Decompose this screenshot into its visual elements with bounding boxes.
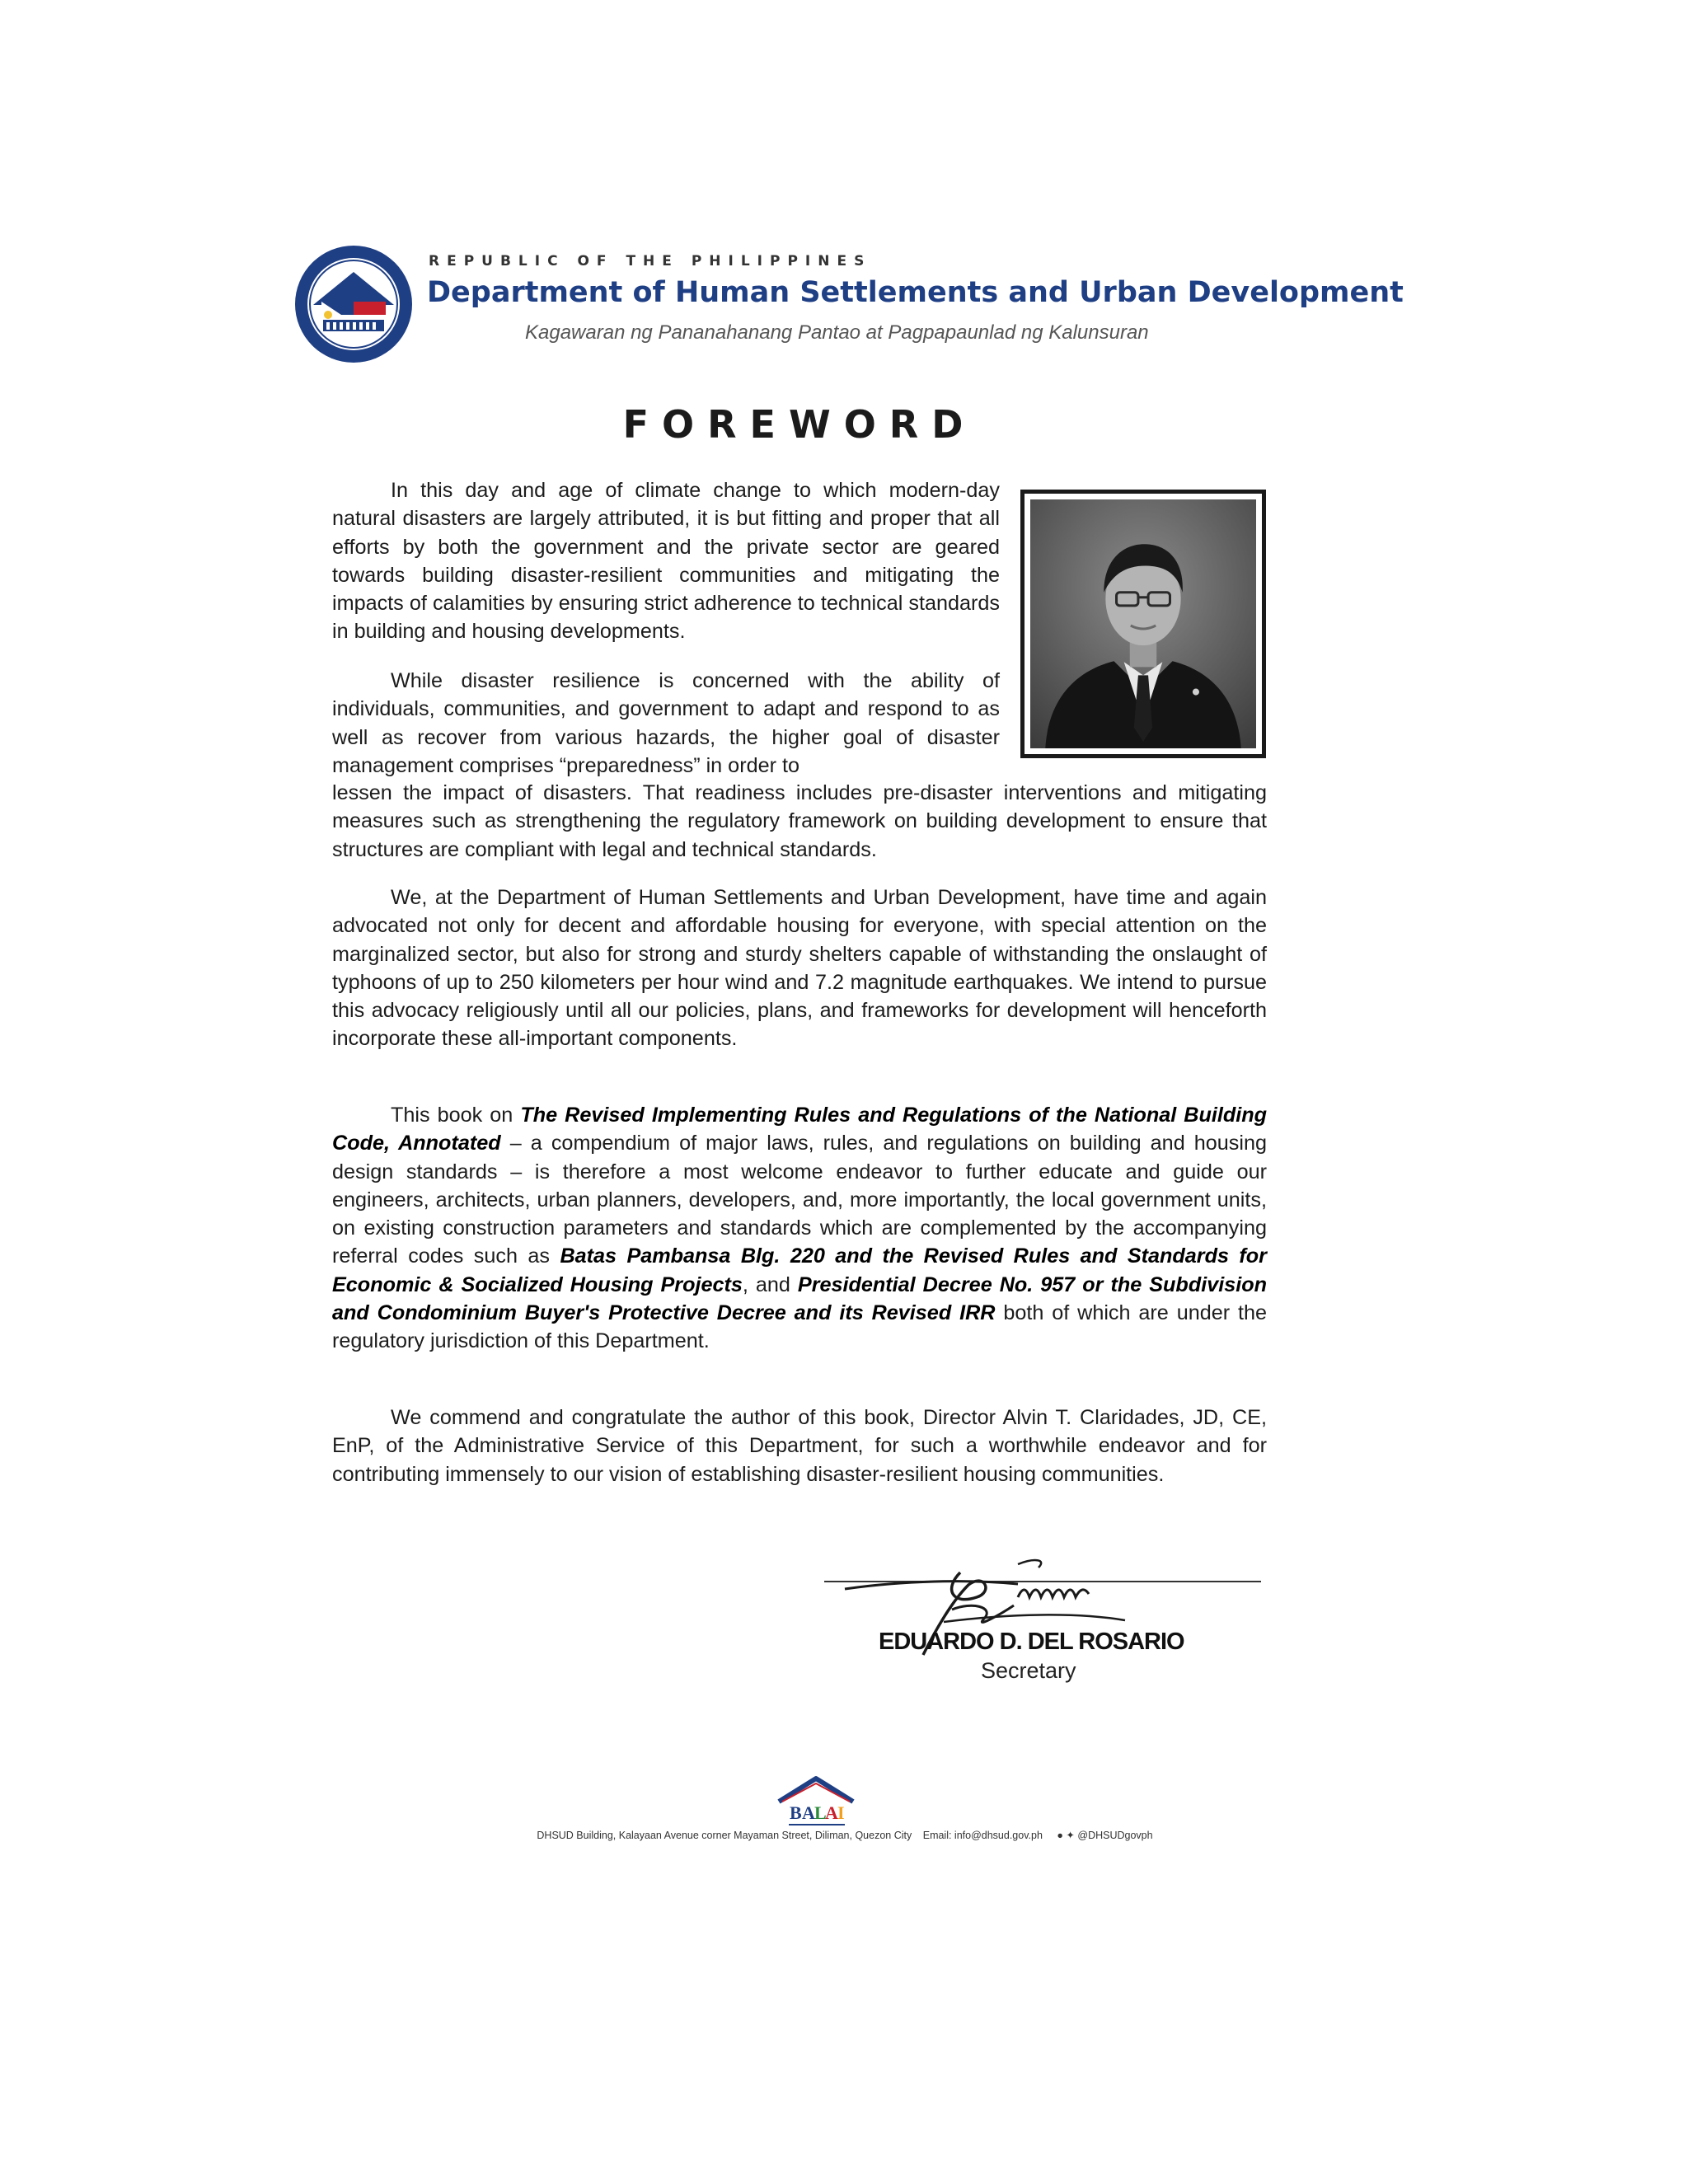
letterhead-subtitle: Kagawaran ng Pananahanang Pantao at Pagpapaunlad ng Kalunsuran	[525, 321, 1149, 344]
svg-text:I: I	[837, 1802, 845, 1823]
paragraph-5: We commend and congratulate the author of this book, Director Alvin T. Claridades, JD, CE, EnP, of the Administrative Service of this Department, for such a worthwhile endeavor and for contributing immensely to our vision of establishing disaster-resilient housing communities.	[332, 1406, 1267, 1486]
footer-social-handle[interactable]: @DHSUDgovph	[1077, 1830, 1153, 1841]
paragraph-1: In this day and age of climate change to which modern-day natural disasters are largely attributed, it is but fitting and proper that all efforts by both the government and the private sector are geared towards building disaster-resilient communities and mitigating the impacts of calamities by ensuring strict adherence to technical standards in building and housing developments.	[332, 479, 1000, 644]
book-title-reference: The Revised Implementing Rules and Regulations of the National Building Code, Annotated	[332, 1104, 1268, 1155]
svg-text:A: A	[825, 1802, 838, 1823]
facebook-twitter-icon: ● ✦	[1057, 1830, 1075, 1841]
svg-text:A: A	[802, 1802, 815, 1823]
letterhead-republic: REPUBLIC OF THE PHILIPPINES	[429, 253, 872, 269]
signer-position: Secretary	[981, 1658, 1076, 1683]
footer-contact-line	[330, 1829, 1360, 1841]
p4-text-4: both of which are under the regulatory jurisdiction of this Department.	[332, 1301, 1268, 1353]
footer-email[interactable]: Email: info@dhsud.gov.ph	[922, 1830, 1043, 1841]
balai-logo-icon	[771, 1774, 861, 1833]
svg-text:B: B	[790, 1802, 802, 1823]
signer-name: EDUARDO D. DEL ROSARIO	[879, 1629, 1184, 1655]
paragraph-4	[332, 1101, 1267, 1356]
paragraph-2: While disaster resilience is concerned with the ability of individuals, communities, and government to adapt and respond to as well as recover from various hazards, the higher goal of disaster management comprises “preparedness” in order to	[332, 669, 1000, 777]
secretary-portrait	[1020, 490, 1266, 758]
dhsud-seal-icon	[293, 244, 414, 364]
paragraph-3: We, at the Department of Human Settlements and Urban Development, have time and again advocated not only for decent and affordable housing for everyone, with special attention on the marginalized sector, but also for strong and sturdy shelters capable of withstanding the onslaught of typhoons of up to 250 kilometers per hour wind and 7.2 magnitude earthquakes. We intend to pursue this advocacy religiously until all our policies, plans, and frameworks for development will henceforth incorporate these all-important components.	[332, 886, 1267, 1051]
p4-text-3: , and	[742, 1272, 798, 1296]
letterhead-department: Department of Human Settlements and Urban Development	[427, 276, 1404, 309]
pd-957-reference: Presidential Decree No. 957 or the Subdivision and Condominium Buyer's Protective Decree and its Revised IRR	[332, 1272, 1267, 1325]
page-title: FOREWORD	[622, 402, 977, 447]
bp-220-reference: Batas Pambansa Blg. 220 and the Revised Rules and Standards for Economic & Socialized Housing Projects	[332, 1244, 1267, 1296]
footer-address: DHSUD Building, Kalayaan Avenue corner Mayaman Street, Diliman, Quezon City	[537, 1830, 912, 1841]
p4-text-2: – a compendium of major laws, rules, and regulations on building and housing design standards – is therefore a most welcome endeavor to further educate and guide our engineers, architects, urban planners, developers, and, more importantly, the local government units, on existing construction parameters and standards which are complemented by the accompanying referral codes such as	[332, 1132, 1267, 1268]
p4-text-1: This book on	[391, 1104, 521, 1127]
paragraph-2-continued: lessen the impact of disasters. That readiness includes pre-disaster interventions and mitigating measures such as strengthening the regulatory framework on building development to ensure that structures are compliant with legal and technical standards.	[332, 781, 1267, 861]
svg-text:L: L	[814, 1802, 827, 1823]
